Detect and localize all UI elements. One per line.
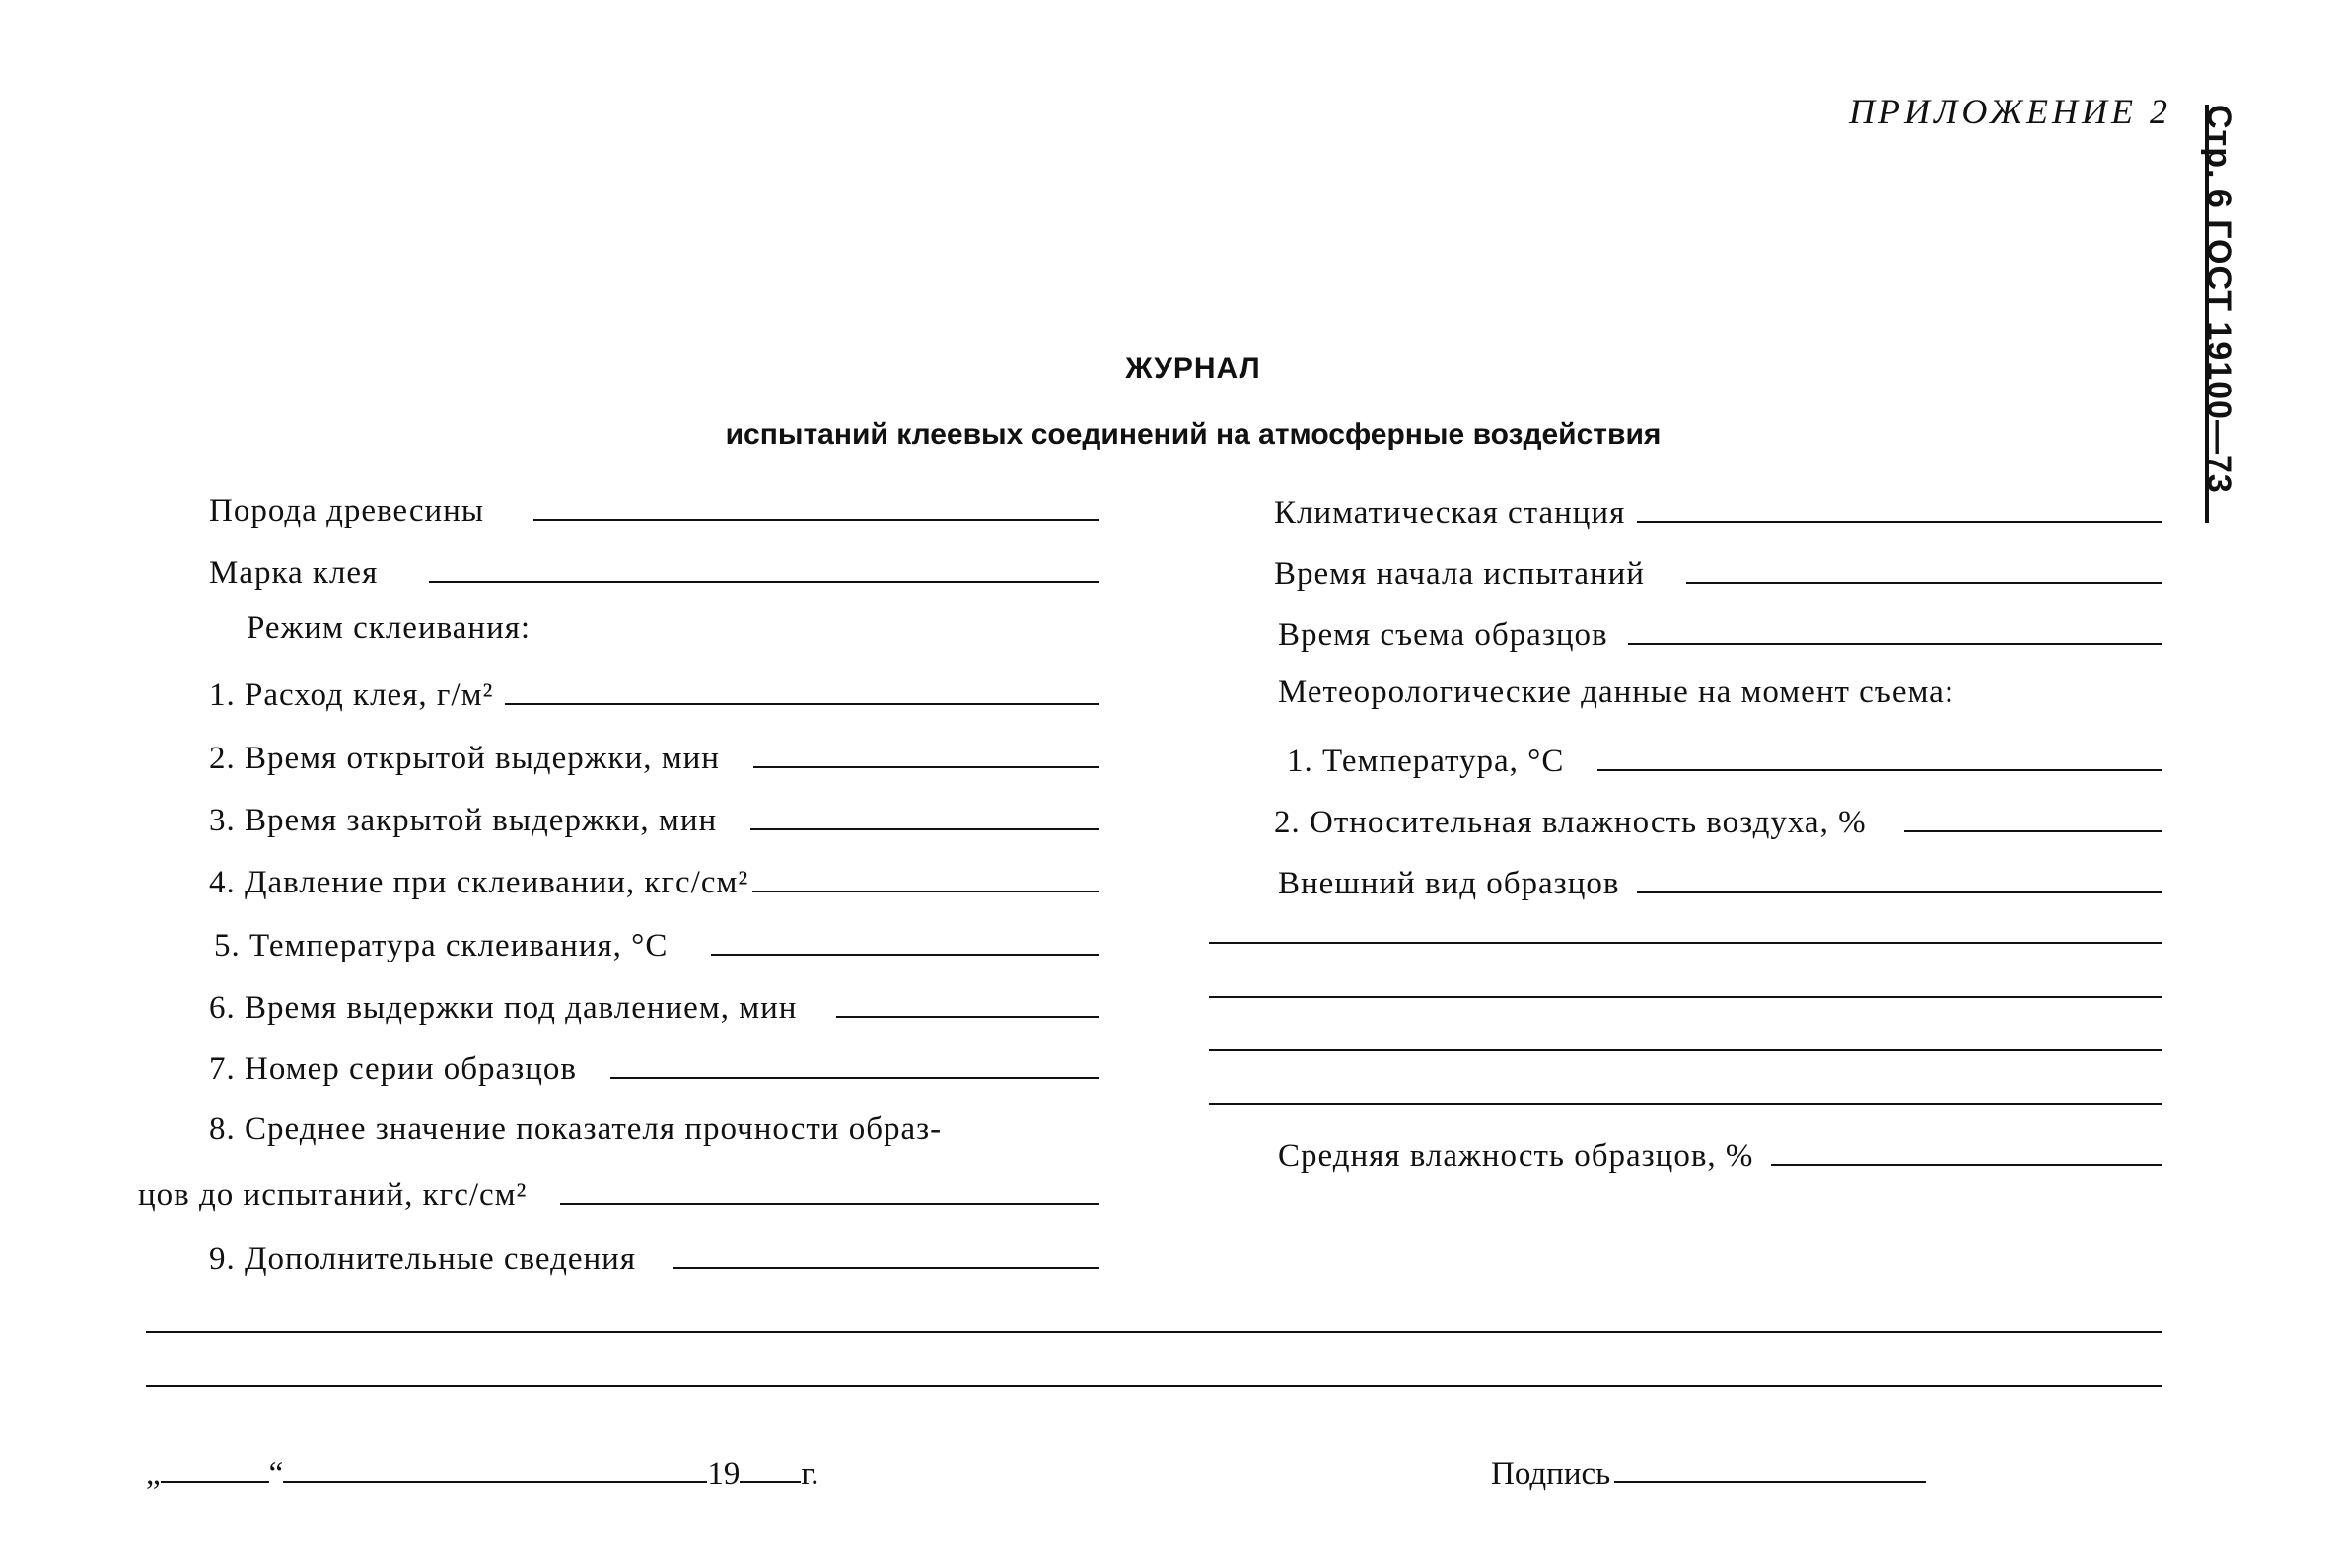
press-time-label: 6. Время выдержки под давлением, мин [209,990,798,1026]
strength-field[interactable] [138,1172,1099,1215]
closed-time-line[interactable] [750,828,1099,830]
humidity-label: 2. Относительная влажность воздуха, % [1274,805,1867,840]
date-quote-open: „ [146,1457,161,1492]
avg-moisture-label: Средняя влажность образцов, % [1278,1138,1754,1174]
strength-label-line1: 8. Среднее значение показателя прочности образ- [209,1111,943,1147]
gluing-temperature-line[interactable] [711,954,1099,956]
gluing-temperature-label: 5. Температура склеивания, °С [214,928,669,963]
glue-consumption-label: 1. Расход клея, г/м² [209,677,494,713]
test-start-field[interactable] [1274,550,2162,594]
appearance-label: Внешний вид образцов [1278,866,1620,901]
additional-info-label: 9. Дополнительные сведения [209,1242,637,1277]
glue-brand-label: Марка клея [209,555,379,591]
date-year-prefix: 19 [707,1457,741,1492]
meteo-heading: Метеорологические данные на момент съема: [1278,675,1954,710]
climate-station-line[interactable] [1637,521,2162,523]
temperature-field[interactable] [1287,738,2162,781]
additional-info-line[interactable] [673,1267,1099,1269]
appearance-extra-line-2[interactable] [1209,996,2162,998]
climate-station-field[interactable] [1274,489,2162,533]
humidity-line[interactable] [1904,830,2162,832]
wood-species-field[interactable] [209,487,1099,531]
appearance-extra-line-1[interactable] [1209,942,2162,944]
strength-line[interactable] [560,1203,1099,1205]
closed-time-label: 3. Время закрытой выдержки, мин [209,803,718,838]
open-time-field[interactable] [209,735,1099,778]
test-start-line[interactable] [1686,582,2162,584]
glue-brand-line[interactable] [429,581,1099,583]
sample-series-label: 7. Номер серии образцов [209,1051,577,1087]
open-time-label: 2. Время открытой выдержки, мин [209,741,720,776]
sample-removal-label: Время съема образцов [1278,617,1608,653]
date-month-line[interactable] [283,1481,707,1483]
appearance-extra-line-4[interactable] [1209,1103,2162,1105]
appearance-field[interactable] [1278,860,2162,903]
date-year-suffix: г. [801,1457,819,1492]
avg-moisture-field[interactable] [1278,1132,2162,1176]
avg-moisture-line[interactable] [1771,1164,2162,1166]
date-quote-close: “ [268,1457,284,1492]
wood-species-line[interactable] [533,519,1099,521]
closed-time-field[interactable] [209,797,1099,840]
page-standard-label: Стр. 6 ГОСТ 19100—73 [2200,105,2237,494]
date-day-line[interactable] [161,1481,269,1483]
sample-removal-line[interactable] [1628,643,2162,645]
sample-series-field[interactable] [209,1045,1099,1089]
climate-station-label: Климатическая станция [1274,495,1626,531]
signature-line[interactable] [1614,1481,1926,1483]
signature-field[interactable] [1491,1450,1926,1493]
temperature-line[interactable] [1597,769,2162,771]
gluing-pressure-label: 4. Давление при склеивании, кгс/см² [209,865,749,900]
gluing-temperature-field[interactable] [214,922,1099,965]
temperature-label: 1. Температура, °С [1287,744,1565,779]
wood-species-label: Порода древесины [209,493,485,529]
sample-series-line[interactable] [610,1077,1099,1079]
notes-line-1[interactable] [146,1331,2162,1333]
appendix-label: ПРИЛОЖЕНИЕ 2 [1849,92,2171,131]
glue-consumption-field[interactable] [209,672,1099,715]
glue-consumption-line[interactable] [505,703,1099,705]
humidity-field[interactable] [1274,799,2162,842]
form-title: ЖУРНАЛ [1125,352,1261,385]
date-year-line[interactable] [740,1481,801,1483]
glue-brand-field[interactable] [209,549,1099,593]
additional-info-field[interactable] [209,1236,1099,1279]
open-time-line[interactable] [753,766,1099,768]
date-field[interactable] [146,1450,818,1493]
form-subtitle: испытаний клеевых соединений на атмосферные воздействия [725,418,1662,451]
gluing-pressure-field[interactable] [209,859,1099,902]
signature-label: Подпись [1491,1457,1611,1492]
test-start-label: Время начала испытаний [1274,556,1645,592]
sample-removal-field[interactable] [1278,611,2162,655]
appearance-extra-line-3[interactable] [1209,1049,2162,1051]
gluing-mode-heading: Режим склеивания: [247,610,532,646]
notes-line-2[interactable] [146,1385,2162,1387]
strength-label-line2: цов до испытаний, кгс/см² [138,1177,528,1213]
appearance-line[interactable] [1637,891,2162,893]
press-time-field[interactable] [209,984,1099,1028]
press-time-line[interactable] [836,1016,1099,1018]
gluing-pressure-line[interactable] [752,891,1099,892]
